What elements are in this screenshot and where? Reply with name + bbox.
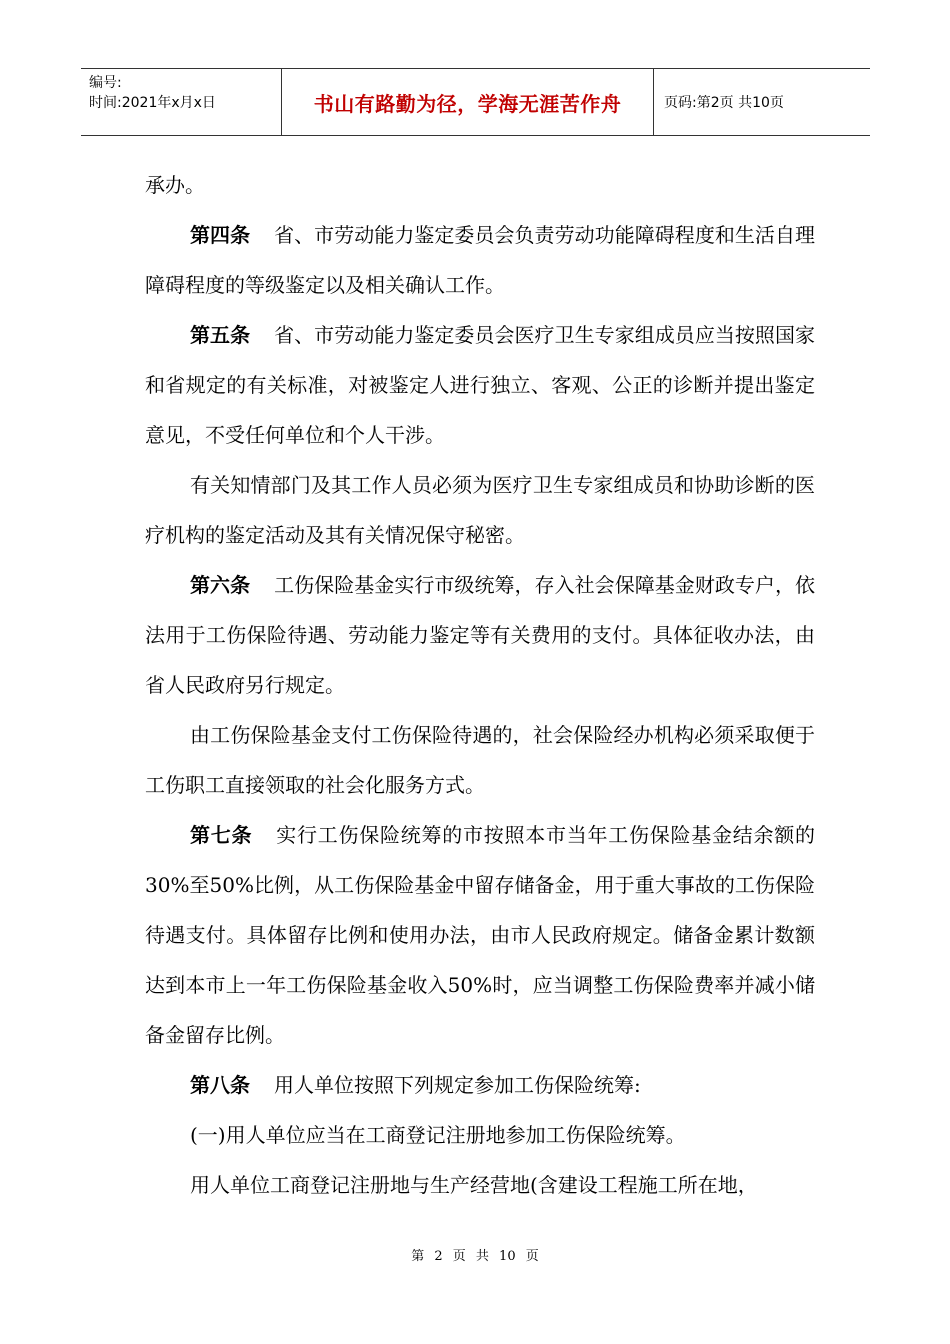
article-heading: 第六条 [190,573,251,597]
paragraph-text: 用人单位按照下列规定参加工伤保险统筹: [274,1073,641,1097]
article-heading: 第七条 [190,823,253,847]
header-motto: 书山有路勤为径，学海无涯苦作舟 [281,69,654,135]
paragraph [145,710,815,810]
paragraph [145,1110,815,1160]
paragraph-text: 实行工伤保险统筹的市按照本市当年工伤保险基金结余额的30%至50%比例，从工伤保险基金中留存储备金，用于重大事故的工伤保险待遇支付。具体留存比例和使用办法，由市人民政府规定。储备金累计数额达到本市上一年工伤保险基金收入50%时，应当调整工伤保险费率并减小储备金留存比例。 [145,823,815,1047]
paragraph [145,160,815,210]
paragraph-text: 省、市劳动能力鉴定委员会负责劳动功能障碍程度和生活自理障碍程度的等级鉴定以及相关确认工作。 [145,223,816,297]
paragraph [145,310,815,460]
paragraph-text: 省、市劳动能力鉴定委员会医疗卫生专家组成员应当按照国家和省规定的有关标准，对被鉴定人进行独立、客观、公正的诊断并提出鉴定意见，不受任何单位和个人干涉。 [145,323,816,447]
article-heading: 第八条 [190,1073,250,1097]
paragraph [145,1060,815,1110]
paragraph-text: 承办。 [145,173,205,197]
document-number-label: 编号: [89,75,122,91]
article-heading: 第四条 [190,223,251,247]
header-page-info: 页码:第2页 共10页 [664,95,784,111]
article-heading: 第五条 [190,323,251,347]
paragraph-text: 用人单位工商登记注册地与生产经营地(含建设工程施工所在地， [190,1173,758,1197]
paragraph [145,1160,815,1210]
document-time-label: 时间:2021年x月x日 [89,95,216,111]
paragraph [145,560,815,710]
paragraph [145,460,815,560]
paragraph [145,210,815,310]
page-header [81,68,870,136]
paragraph [145,810,815,1060]
page-footer: 第 2 页 共 10 页 [411,1249,539,1264]
document-body [145,160,815,1210]
header-meta [81,69,281,135]
paragraph-text: (一)用人单位应当在工商登记注册地参加工伤保险统筹。 [190,1123,686,1147]
paragraph-text: 有关知情部门及其工作人员必须为医疗卫生专家组成员和协助诊断的医疗机构的鉴定活动及其有关情况保守秘密。 [145,473,815,547]
paragraph-text: 由工伤保险基金支付工伤保险待遇的，社会保险经办机构必须采取便于工伤职工直接领取的社会化服务方式。 [145,723,815,797]
paragraph-text: 工伤保险基金实行市级统筹，存入社会保障基金财政专户，依法用于工伤保险待遇、劳动能力鉴定等有关费用的支付。具体征收办法，由省人民政府另行规定。 [145,573,816,697]
